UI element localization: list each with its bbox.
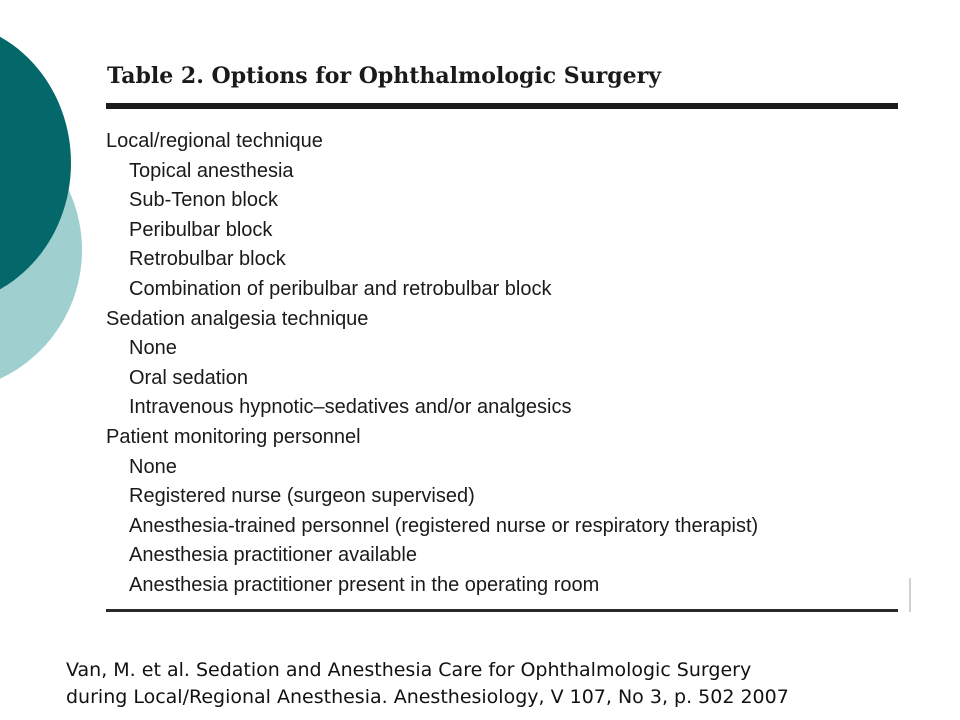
section-heading-monitoring-personnel: Patient monitoring personnel bbox=[106, 425, 361, 448]
table-title: Table 2. Options for Ophthalmologic Surgery bbox=[107, 63, 662, 89]
table-row: Anesthesia practitioner present in the operating room bbox=[129, 573, 600, 596]
table-bottom-rule bbox=[106, 609, 898, 612]
table-row: Intravenous hypnotic–sedatives and/or analgesics bbox=[129, 396, 572, 419]
table-top-rule bbox=[106, 103, 898, 109]
table-row: Peribulbar block bbox=[129, 218, 273, 241]
citation-line-2: during Local/Regional Anesthesia. Anesthesiology, V 107, No 3, p. 502 2007 bbox=[66, 686, 789, 708]
table-row: Anesthesia-trained personnel (registered nurse or respiratory therapist) bbox=[129, 514, 759, 537]
table-row: Oral sedation bbox=[129, 366, 248, 389]
section-heading-local-regional: Local/regional technique bbox=[106, 130, 323, 152]
table-row: None bbox=[129, 337, 177, 360]
citation-line-1: Van, M. et al. Sedation and Anesthesia Care for Ophthalmologic Surgery bbox=[66, 659, 752, 681]
table-row: Anesthesia practitioner available bbox=[129, 544, 417, 567]
citation bbox=[66, 657, 789, 711]
table-row: Sub-Tenon block bbox=[129, 189, 278, 212]
table-row: None bbox=[129, 455, 177, 478]
table-edge-mark bbox=[909, 578, 911, 612]
table-row: Topical anesthesia bbox=[129, 159, 294, 182]
section-heading-sedation-analgesia: Sedation analgesia technique bbox=[106, 307, 369, 330]
table-row: Combination of peribulbar and retrobulbar block bbox=[129, 277, 552, 300]
table-row: Registered nurse (surgeon supervised) bbox=[129, 485, 475, 508]
table-body bbox=[106, 127, 758, 601]
table-row: Retrobulbar block bbox=[129, 248, 286, 271]
slide-decoration bbox=[0, 0, 120, 420]
